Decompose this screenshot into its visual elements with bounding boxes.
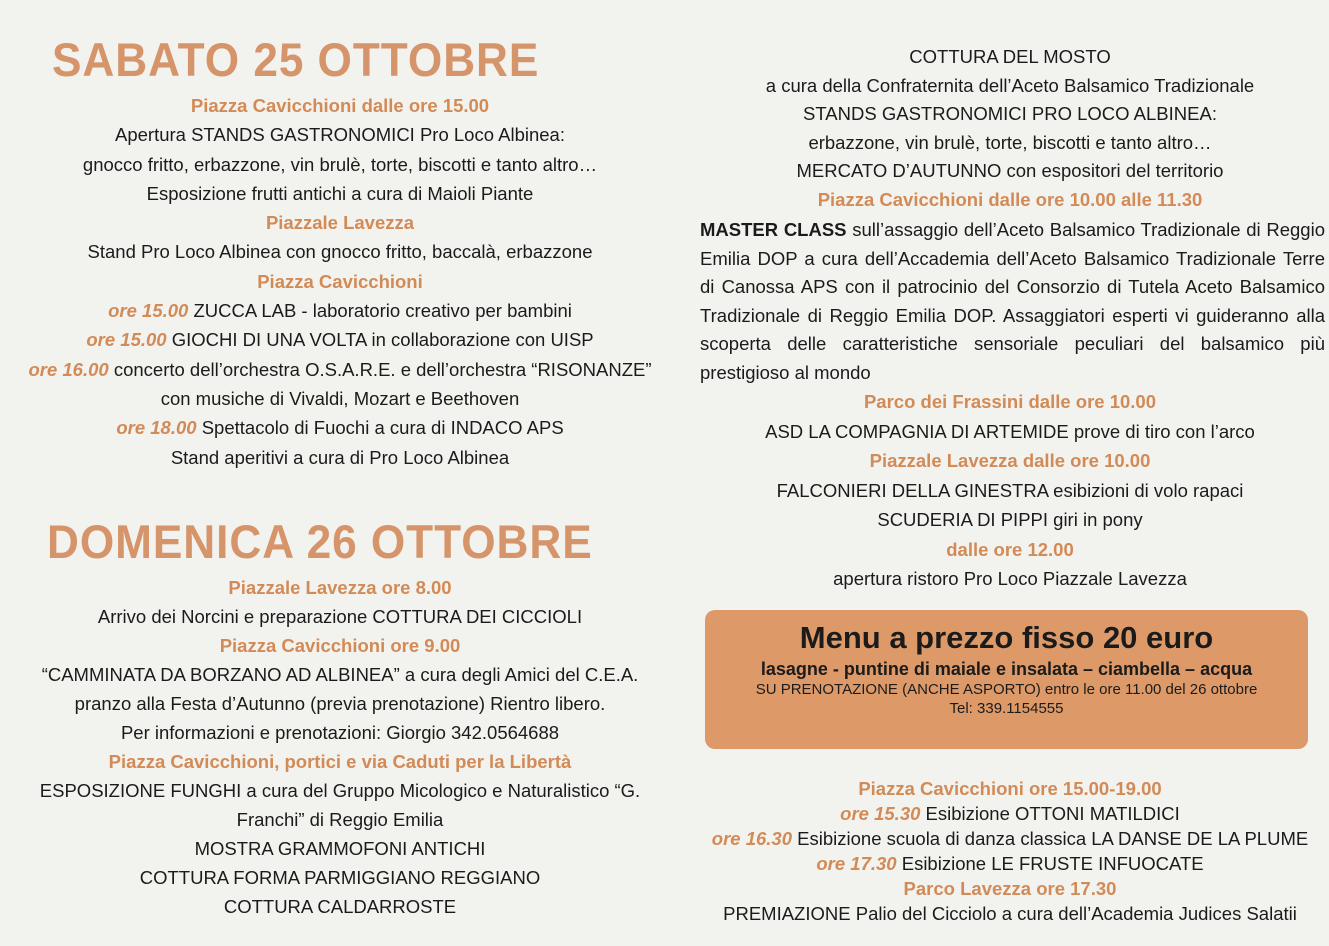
location-heading: Piazzale Lavezza dalle ore 10.00 — [869, 450, 1151, 471]
event-line: ASD LA COMPAGNIA DI ARTEMIDE prove di tiro con l’arco — [765, 420, 1255, 442]
event-time: ore 16.30 — [711, 828, 793, 849]
sunday-section — [10, 512, 670, 921]
menu-items: lasagne - puntine di maiale e insalata – ciambella – acqua — [760, 659, 1253, 679]
location-heading: Piazza Cavicchioni dalle ore 15.00 — [190, 95, 490, 116]
event-line: FALCONIERI DELLA GINESTRA esibizioni di volo rapaci — [776, 479, 1244, 501]
event-line: STANDS GASTRONOMICI PRO LOCO ALBINEA: — [803, 103, 1217, 124]
event-line: Stand aperitivi a cura di Pro Loco Albinea — [170, 446, 510, 468]
right-mid-lines — [690, 387, 1329, 594]
location-heading: Piazza Cavicchioni ore 15.00-19.00 — [858, 778, 1162, 799]
menu-box — [705, 610, 1308, 749]
menu-booking: SU PRENOTAZIONE (ANCHE ASPORTO) entro le ore 11.00 del 26 ottobre — [755, 681, 1258, 698]
timed-event — [10, 325, 670, 354]
event-line: PREMIAZIONE Palio del Cicciolo a cura dell’Academia Judices Salatii — [723, 903, 1297, 924]
location-heading: Piazza Cavicchioni, portici e via Caduti per la Libertà — [108, 751, 572, 772]
location-heading: Piazza Cavicchioni — [257, 270, 423, 292]
sunday-lines — [10, 573, 670, 921]
event-line: Esposizione frutti antichi a cura di Maioli Piante — [146, 182, 534, 204]
event-line: COTTURA CALDARROSTE — [223, 896, 457, 917]
event-line: “CAMMINATA DA BORZANO AD ALBINEA” a cura degli Amici del C.E.A. — [41, 664, 639, 685]
event-line: SCUDERIA DI PIPPI giri in pony — [877, 509, 1143, 530]
event-line: MOSTRA GRAMMOFONI ANTICHI — [194, 838, 486, 859]
sunday-title: DOMENICA 26 OTTOBRE — [47, 515, 593, 568]
event-text: concerto dell’orchestra O.S.A.R.E. e dell’orchestra “RISONANZE” — [108, 358, 652, 380]
event-text: Esibizione LE FRUSTE INFUOCATE — [896, 853, 1204, 874]
event-line: MERCATO D’AUTUNNO con espositori del territorio — [796, 160, 1224, 181]
event-text: Spettacolo di Fuochi a cura di INDACO APS — [196, 417, 564, 439]
right-top-lines — [690, 43, 1329, 214]
event-line: ESPOSIZIONE FUNGHI a cura del Gruppo Micologico e Naturalistico “G. — [39, 780, 641, 801]
timed-event — [10, 296, 670, 325]
location-heading: Piazzale Lavezza — [265, 212, 415, 234]
event-line: apertura ristoro Pro Loco Piazzale Lavezza — [833, 568, 1187, 589]
location-heading: Parco dei Frassini dalle ore 10.00 — [863, 391, 1157, 412]
event-time: ore 17.30 — [816, 853, 897, 874]
event-time: ore 15.00 — [86, 329, 167, 351]
event-line: pranzo alla Festa d’Autunno (previa prenotazione) Rientro libero. — [74, 693, 606, 714]
saturday-lines — [10, 91, 670, 472]
right-bottom-lines — [690, 776, 1329, 926]
event-text: Esibizione scuola di danza classica LA DANSE DE LA PLUME — [792, 828, 1309, 849]
location-heading: Piazzale Lavezza ore 8.00 — [228, 577, 452, 598]
timed-event — [690, 801, 1329, 826]
event-text: ZUCCA LAB - laboratorio creativo per bambini — [188, 300, 572, 322]
timed-event — [10, 413, 670, 442]
right-bottom-section — [690, 776, 1329, 926]
event-line: erbazzone, vin brulè, torte, biscotti e tanto altro… — [808, 131, 1212, 153]
event-line: Stand Pro Loco Albinea con gnocco fritto, baccalà, erbazzone — [87, 241, 593, 263]
event-line: Franchi” di Reggio Emilia — [236, 809, 444, 830]
saturday-section — [10, 30, 670, 472]
event-time: ore 16.00 — [28, 358, 109, 380]
event-line: COTTURA FORMA PARMIGGIANO REGGIANO — [139, 867, 541, 888]
masterclass-label: MASTER CLASS — [700, 219, 847, 240]
saturday-title: SABATO 25 OTTOBRE — [52, 33, 540, 86]
event-line: Arrivo dei Norcini e preparazione COTTURA DEI CICCIOLI — [97, 606, 583, 627]
location-heading: Piazza Cavicchioni dalle ore 10.00 alle 11.30 — [817, 188, 1203, 210]
location-heading: Piazza Cavicchioni ore 9.00 — [219, 635, 461, 656]
location-heading: Parco Lavezza ore 17.30 — [903, 878, 1117, 899]
timed-event — [10, 355, 670, 384]
event-time: ore 15.00 — [108, 300, 189, 322]
event-line: a cura della Confraternita dell’Aceto Balsamico Tradizionale — [765, 74, 1255, 96]
event-line: COTTURA DEL MOSTO — [909, 46, 1111, 67]
timed-event — [690, 851, 1329, 876]
masterclass-text: sull’assaggio dell’Aceto Balsamico Tradizionale di Reggio Emilia DOP a cura dell’Accademia dell’Aceto Balsamico Tradizionale Terre di Canossa APS con il patrocinio del Consorzio di Tutela Aceto Balsamico Tradizionale di Reggio Emilia DOP. Assaggiatori esperti vi guideranno alla scoperta delle caratteristiche sensoriale peculiari del balsamico più prestigioso al mondo — [700, 219, 1325, 383]
event-line: gnocco fritto, erbazzone, vin brulè, torte, biscotti e tanto altro… — [82, 153, 598, 175]
masterclass-paragraph — [690, 216, 1329, 387]
event-time: ore 15.30 — [840, 803, 921, 824]
event-line: Per informazioni e prenotazioni: Giorgio 342.0564688 — [120, 722, 560, 743]
timed-event — [690, 826, 1329, 851]
event-line: Apertura STANDS GASTRONOMICI Pro Loco Albinea: — [115, 124, 565, 146]
right-top-section — [690, 43, 1329, 594]
menu-title: Menu a prezzo fisso 20 euro — [799, 620, 1214, 655]
menu-phone: Tel: 339.1154555 — [949, 700, 1064, 717]
event-text: Esibizione OTTONI MATILDICI — [920, 803, 1180, 824]
event-line: con musiche di Vivaldi, Mozart e Beethoven — [160, 387, 520, 409]
event-time: ore 18.00 — [116, 417, 197, 439]
event-text: GIOCHI DI UNA VOLTA in collaborazione con UISP — [166, 329, 594, 351]
location-heading: dalle ore 12.00 — [946, 538, 1074, 560]
